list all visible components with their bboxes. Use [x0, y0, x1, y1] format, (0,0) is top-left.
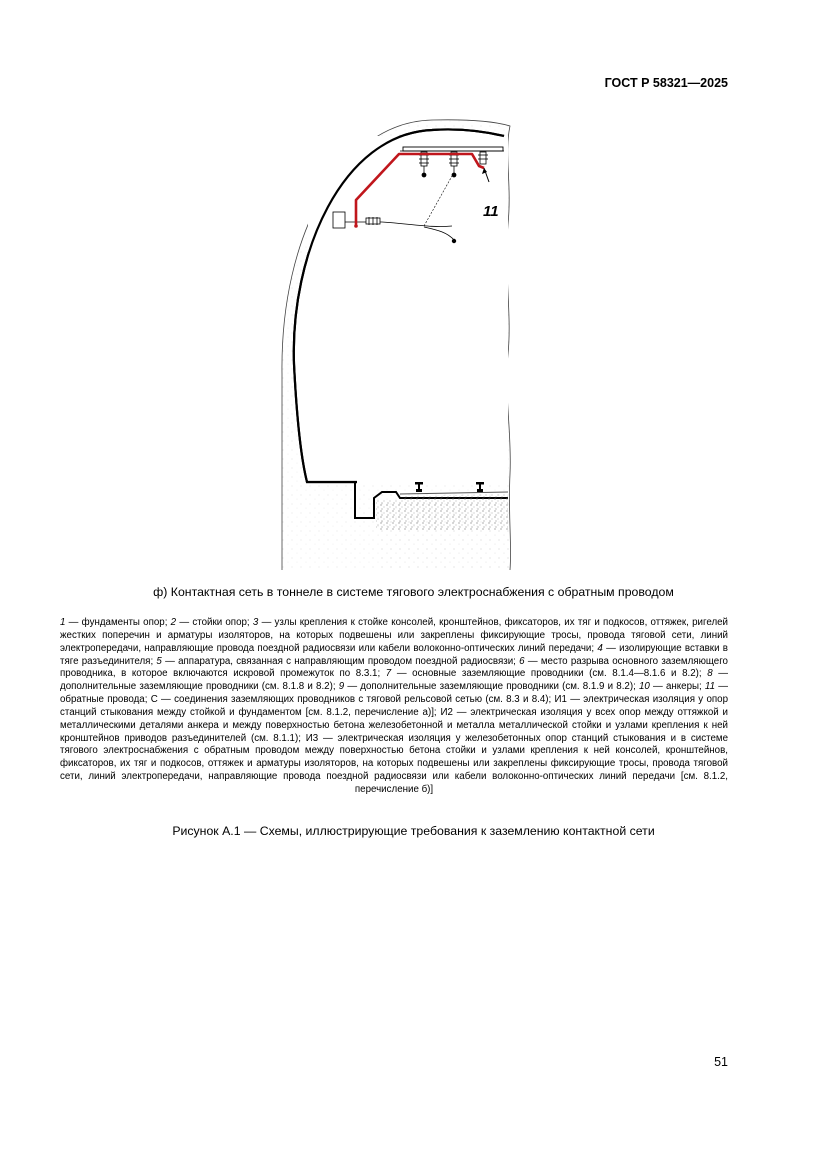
tunnel-diagram	[272, 114, 522, 570]
legend-item: 2 — стойки опор;	[170, 617, 253, 628]
figure-legend	[60, 617, 728, 797]
legend-item: 9 — дополнительные заземляющие проводники (см. 8.1.9 и 8.2);	[338, 681, 639, 693]
legend-item: 10 — анкеры;	[639, 681, 705, 693]
legend-item: 11 — обратные провода; С — соединения заземляющих проводников с тяговой рельсовой сетью (см. 8.3 и 8.4); И1 — электрическая изоляция у опор станций стыкования между стойкой и фундаментом [см. 8.1.2, перечисление а)]; И2 — электрическая изоляция у всех опор между оттяжкой и металлическими деталями анкера и между поверхностью бетона железобетонной и металла металлической стойки и узлами крепления к ней кронштейнов приводов разъединителей (см. 8.1.1); И3 — электрическая изоляция у железобетонных опор станций стыкования и в системе тягового электроснабжения с обратным проводом между поверхностью бетона стойки и узлами крепления к ней консолей, кронштейнов, фиксаторов, их тяг и подкосов, оттяжек и арматуры изоляторов, на которых подвешены или закреплены фиксирующие тросы, провода тяговой сети, линий электропередачи, направляющие провода поездной радиосвязи или кабели волоконно-оптических линий передачи [см. 8.1.2, перечисление б)]	[60, 681, 728, 795]
legend-item: 1 — фундаменты опор;	[60, 617, 171, 628]
document-header: ГОСТ Р 58321—2025	[604, 76, 728, 90]
legend-item: 7 — основные заземляющие проводники (см. 8.1.4—8.1.6 и 8.2);	[385, 668, 708, 680]
callout-label: 11	[483, 203, 499, 220]
legend-item: 4 — изолирующие вставки в тяге разъединителя;	[60, 642, 728, 667]
legend-item: 5 — аппаратура, связанная с направляющим проводом поездной радиосвязи;	[156, 655, 520, 667]
legend-item: 3 — узлы крепления к стойке консолей, кронштейнов, фиксаторов, их тяг и подкосов, оттяжек, ригелей жестких поперечин и арматуры изоляторов, на которых подвешены или закреплены фиксирующие тросы, провода тяговой сети, линий электропередачи, направляющие провода поездной радиосвязи или кабели волоконно-оптических линий передачи;	[60, 617, 728, 654]
legend-item: 6 — место разрыва основного заземляющего проводника, в которое включаются искровой промежуток по 8.3.1;	[60, 655, 728, 680]
subfigure-caption: ф) Контактная сеть в тоннеле в системе тягового электроснабжения с обратным проводом	[153, 585, 674, 599]
figure-title: Рисунок А.1 — Схемы, иллюстрирующие требования к заземлению контактной сети	[172, 824, 655, 838]
legend-item: 8 — дополнительные заземляющие проводники (см. 8.1.8 и 8.2);	[60, 668, 728, 693]
page-number: 51	[714, 1055, 728, 1069]
